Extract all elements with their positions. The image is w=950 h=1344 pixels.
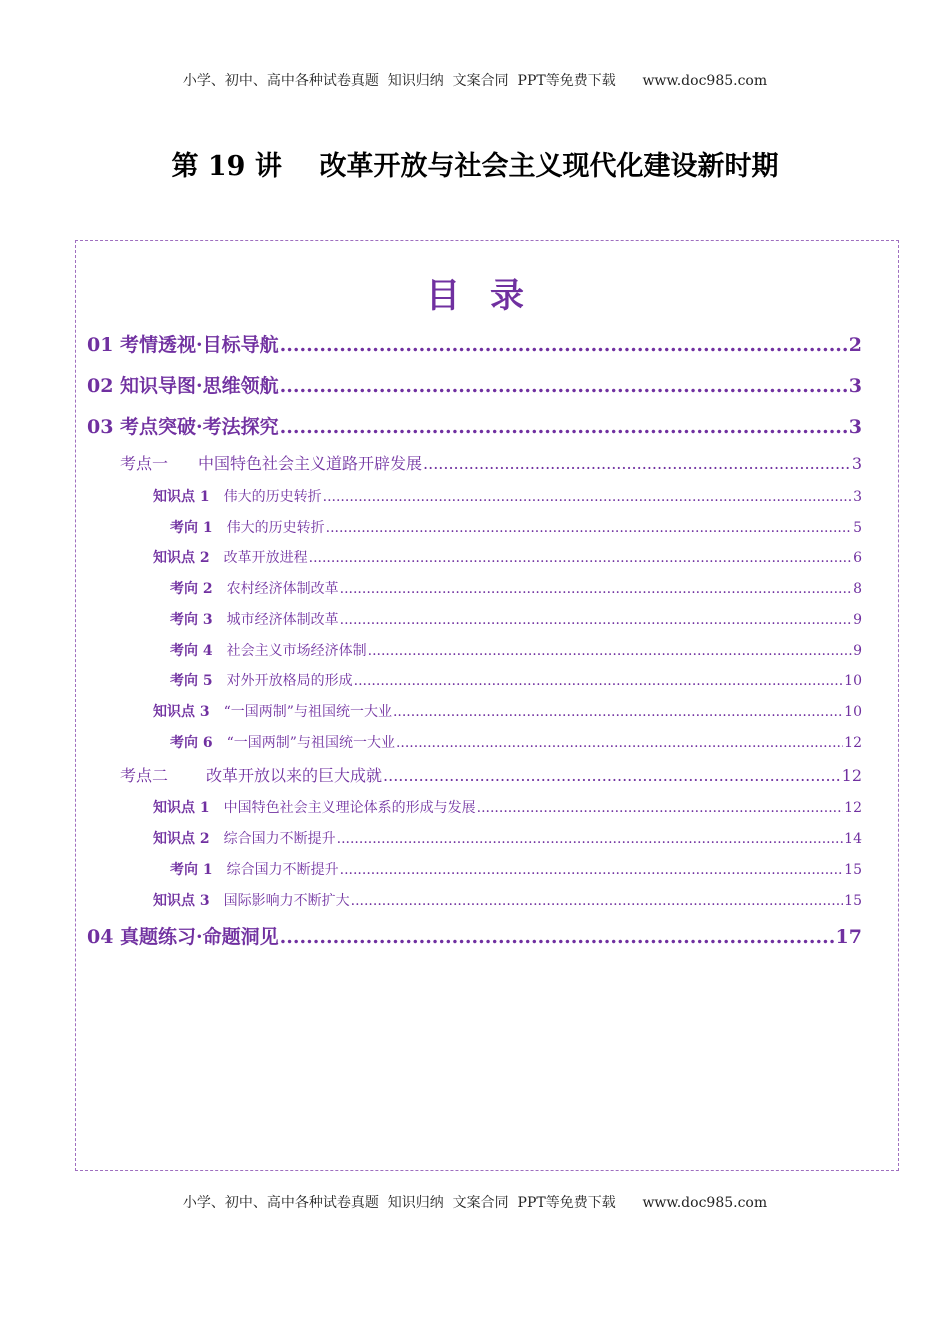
toc-entry-lead: 考向 1 bbox=[170, 520, 213, 536]
toc-entry-lead: 考向 5 bbox=[170, 673, 213, 689]
toc-entry-zhishidian[interactable] bbox=[153, 797, 862, 817]
toc-entry-zhishidian[interactable] bbox=[153, 828, 862, 848]
toc-entry-lead: 考向 6 bbox=[170, 735, 213, 751]
toc-entry-zhishidian[interactable] bbox=[153, 890, 862, 910]
toc-leader-dots bbox=[340, 581, 852, 597]
toc-entry-lead: 知识点 1 bbox=[153, 800, 210, 816]
toc-page-number: 15 bbox=[844, 893, 862, 909]
toc-page-number: 8 bbox=[853, 581, 862, 597]
toc-entry-kaoxiang[interactable] bbox=[170, 517, 862, 537]
toc-leader-dots bbox=[354, 673, 844, 689]
toc-entry-kaoxiang[interactable] bbox=[170, 859, 862, 879]
toc-leader-dots bbox=[309, 550, 852, 566]
toc-entry-text: 中国特色社会主义理论体系的形成与发展 bbox=[223, 800, 476, 816]
toc-entry-04[interactable] bbox=[87, 922, 862, 949]
toc-entry-text: 城市经济体制改革 bbox=[226, 612, 339, 628]
toc-page-number: 9 bbox=[853, 643, 862, 659]
toc-leader-dots bbox=[337, 831, 844, 847]
toc-leader-dots bbox=[280, 375, 848, 397]
toc-entry-kaoxiang[interactable] bbox=[170, 578, 862, 598]
toc-heading: 目录 bbox=[426, 276, 554, 316]
toc-entry-text: 改革开放以来的巨大成就 bbox=[206, 766, 383, 785]
toc-entry-lead: 01 考情透视·目标导航 bbox=[87, 334, 279, 356]
toc-page-number: 5 bbox=[853, 520, 862, 536]
toc-entry-zhishidian[interactable] bbox=[153, 701, 862, 721]
toc-entry-lead: 考点二 bbox=[120, 766, 169, 785]
toc-entry-lead: 02 知识导图·思维领航 bbox=[87, 375, 279, 397]
toc-leader-dots bbox=[340, 612, 852, 628]
toc-entry-01[interactable] bbox=[87, 330, 862, 357]
toc-entry-lead: 知识点 2 bbox=[153, 550, 210, 566]
toc-page-number: 14 bbox=[844, 831, 862, 847]
toc-entry-lead: 知识点 3 bbox=[153, 893, 210, 909]
toc-leader-dots bbox=[323, 489, 852, 505]
toc-page-number: 3 bbox=[848, 375, 862, 397]
toc-page-number: 10 bbox=[844, 704, 862, 720]
toc-entry-text: 农村经济体制改革 bbox=[226, 581, 339, 597]
toc-entry-kaodian-1[interactable] bbox=[120, 451, 862, 474]
toc-leader-dots bbox=[383, 766, 841, 785]
toc-page-number: 3 bbox=[853, 489, 862, 505]
toc-leader-dots bbox=[280, 416, 848, 438]
toc-entry-lead: 知识点 3 bbox=[153, 704, 210, 720]
toc-entry-lead: 知识点 2 bbox=[153, 831, 210, 847]
toc-entry-zhishidian[interactable] bbox=[153, 547, 862, 567]
toc-entry-text: 改革开放进程 bbox=[223, 550, 308, 566]
toc-page-number: 3 bbox=[851, 454, 862, 473]
toc-entry-lead: 知识点 1 bbox=[153, 489, 210, 505]
toc-leader-dots bbox=[280, 334, 848, 356]
toc-page-number: 3 bbox=[848, 416, 862, 438]
toc-leader-dots bbox=[396, 735, 843, 751]
toc-entry-kaoxiang[interactable] bbox=[170, 640, 862, 660]
toc-page-number: 12 bbox=[841, 766, 862, 785]
toc-entry-text: 中国特色社会主义道路开辟发展 bbox=[198, 454, 423, 473]
toc-entry-lead: 考向 1 bbox=[170, 862, 213, 878]
toc-entry-kaodian-2[interactable] bbox=[120, 763, 862, 786]
toc-entry-lead: 04 真题练习·命题洞见 bbox=[87, 926, 279, 948]
page-footer: 小学、初中、高中各种试卷真题 知识归纳 文案合同 PPT等免费下载 www.doc985.com bbox=[182, 1195, 768, 1211]
toc-entry-02[interactable] bbox=[87, 371, 862, 398]
toc-leader-dots bbox=[393, 704, 843, 720]
toc-leader-dots bbox=[326, 520, 852, 536]
toc-page-number: 9 bbox=[853, 612, 862, 628]
toc-entry-lead: 考向 2 bbox=[170, 581, 213, 597]
toc-entry-text: 综合国力不断提升 bbox=[226, 862, 339, 878]
toc-page-number: 10 bbox=[844, 673, 862, 689]
toc-page-number: 12 bbox=[844, 735, 862, 751]
toc-entry-text: 社会主义市场经济体制 bbox=[226, 643, 367, 659]
toc-entry-lead: 考点一 bbox=[120, 454, 169, 473]
toc-leader-dots bbox=[351, 893, 844, 909]
toc-page-number: 17 bbox=[835, 926, 862, 948]
toc-entry-kaoxiang[interactable] bbox=[170, 609, 862, 629]
toc-entry-text: “一国两制”与祖国统一大业 bbox=[226, 735, 395, 751]
toc-leader-dots bbox=[340, 862, 844, 878]
toc-entry-text: 伟大的历史转折 bbox=[226, 520, 325, 536]
toc-leader-dots bbox=[280, 926, 835, 948]
toc-entry-lead: 考向 3 bbox=[170, 612, 213, 628]
toc-entry-zhishidian[interactable] bbox=[153, 486, 862, 506]
toc-entry-text: 对外开放格局的形成 bbox=[226, 673, 353, 689]
page-header: 小学、初中、高中各种试卷真题 知识归纳 文案合同 PPT等免费下载 www.doc985.com bbox=[182, 73, 768, 89]
toc-entry-text: “一国两制”与祖国统一大业 bbox=[223, 704, 392, 720]
toc-leader-dots bbox=[368, 643, 852, 659]
toc-leader-dots bbox=[423, 454, 851, 473]
toc-entry-text: 伟大的历史转折 bbox=[223, 489, 322, 505]
toc-entry-lead: 考向 4 bbox=[170, 643, 213, 659]
toc-page-number: 6 bbox=[853, 550, 862, 566]
toc-entry-kaoxiang[interactable] bbox=[170, 670, 862, 690]
toc-entry-kaoxiang[interactable] bbox=[170, 732, 862, 752]
toc-page-number: 15 bbox=[844, 862, 862, 878]
toc-entry-text: 国际影响力不断扩大 bbox=[223, 893, 350, 909]
document-title: 第 19 讲 改革开放与社会主义现代化建设新时期 bbox=[171, 151, 779, 182]
toc-page-number: 12 bbox=[844, 800, 862, 816]
toc-leader-dots bbox=[477, 800, 844, 816]
toc-entry-03[interactable] bbox=[87, 412, 862, 439]
toc-entry-lead: 03 考点突破·考法探究 bbox=[87, 416, 279, 438]
toc-entry-text: 综合国力不断提升 bbox=[223, 831, 336, 847]
toc-page-number: 2 bbox=[848, 334, 862, 356]
